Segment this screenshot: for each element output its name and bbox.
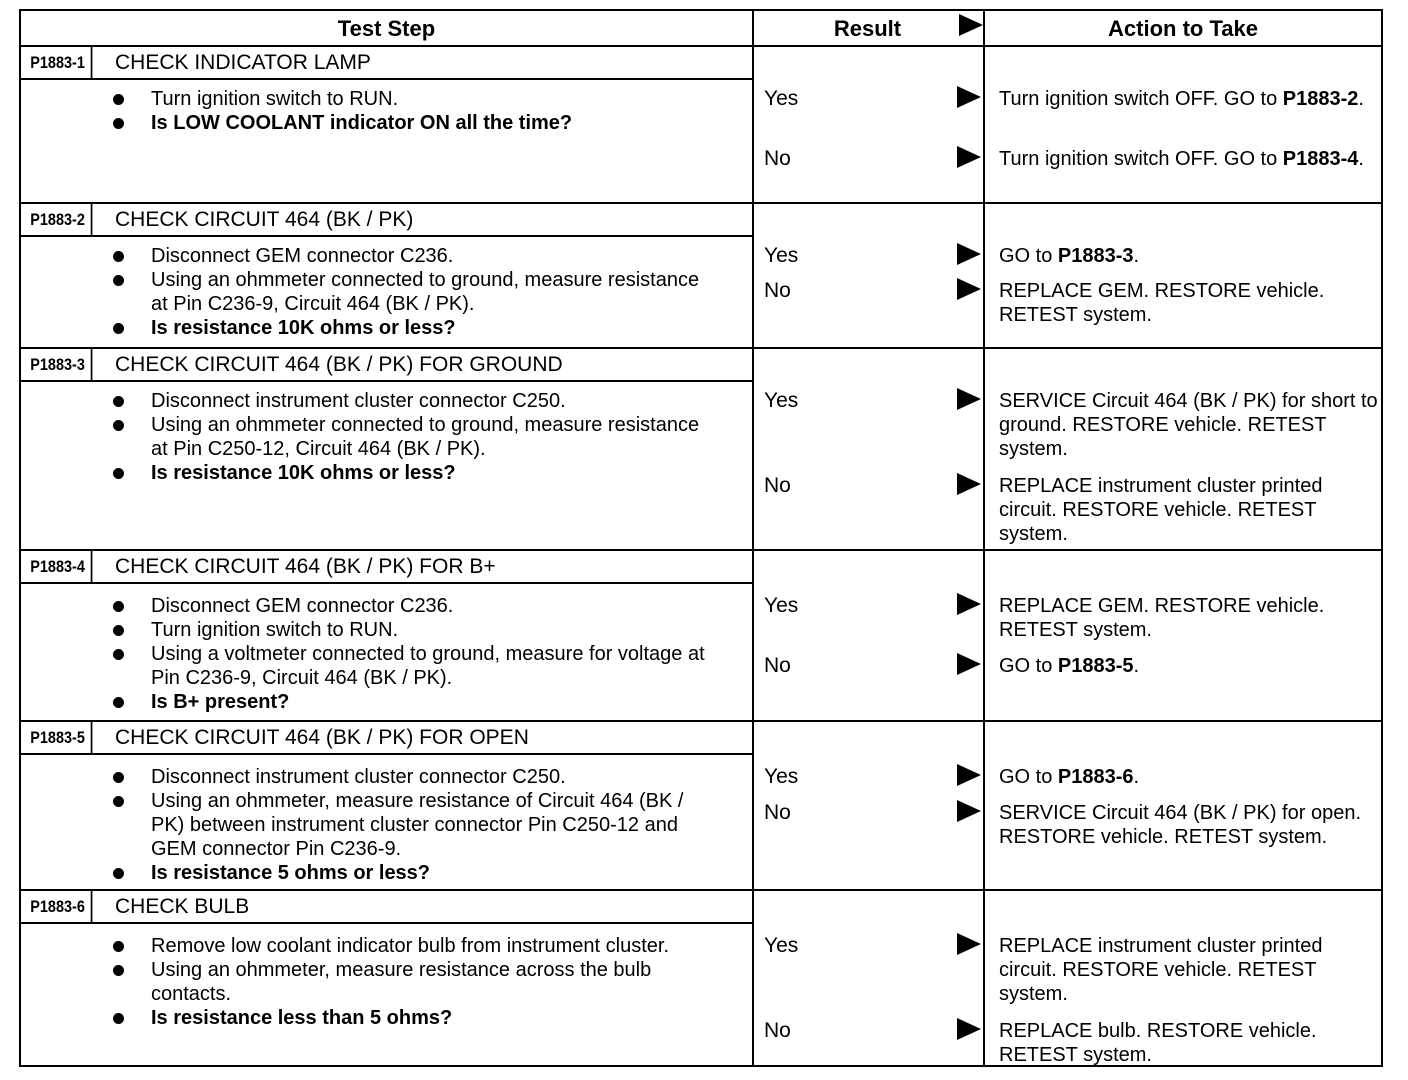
step-header — [21, 551, 752, 584]
bullet-icon — [113, 796, 124, 807]
result-arrow-icon — [957, 146, 981, 168]
action-text — [999, 244, 1379, 268]
step-title: CHECK CIRCUIT 464 (BK / PK) FOR OPEN — [115, 725, 529, 749]
instruction-item — [111, 244, 721, 268]
action-text — [999, 765, 1379, 789]
result-label: Yes — [764, 594, 799, 617]
bullet-icon — [113, 118, 124, 129]
action-tail: . — [1358, 148, 1364, 170]
step-instructions — [111, 244, 721, 340]
instruction-item — [111, 413, 721, 461]
result-arrow-icon — [957, 764, 981, 786]
step-id: P1883-6 — [21, 891, 92, 922]
step-title: CHECK CIRCUIT 464 (BK / PK) FOR GROUND — [115, 352, 563, 376]
header-result: Result — [833, 16, 902, 41]
bullet-icon — [113, 251, 124, 262]
action-instruction: REPLACE bulb. RESTORE vehicle. RETEST system. — [999, 1020, 1317, 1066]
instruction-item — [111, 690, 721, 714]
step-header — [21, 349, 752, 382]
action-instruction: REPLACE instrument cluster printed circuit. RESTORE vehicle. RETEST system. — [999, 475, 1323, 545]
result-arrow-icon — [957, 86, 981, 108]
bullet-icon — [113, 396, 124, 407]
instruction-text: Disconnect instrument cluster connector C250. — [151, 390, 566, 412]
result-arrow-icon — [957, 653, 981, 675]
bullet-icon — [113, 868, 124, 879]
result-arrow-icon — [957, 1018, 981, 1040]
action-step-ref[interactable]: P1883-2 — [1282, 88, 1359, 110]
step-id: P1883-2 — [21, 204, 92, 235]
step-title: CHECK BULB — [115, 894, 250, 918]
step-id: P1883-5 — [21, 722, 92, 753]
result-label: Yes — [764, 765, 799, 788]
test-step-section — [21, 47, 1381, 202]
action-tail: . — [1133, 245, 1140, 267]
test-step-section — [21, 549, 1381, 722]
test-step-section — [21, 720, 1381, 891]
bullet-icon — [113, 941, 124, 952]
instruction-item — [111, 618, 721, 642]
test-step-section — [21, 889, 1381, 1069]
instruction-text: Using an ohmmeter connected to ground, measure resistance at Pin C236-9, Circuit 464 (BK / PK). — [151, 269, 700, 315]
step-title: CHECK CIRCUIT 464 (BK / PK) — [115, 207, 414, 231]
result-arrow-icon — [957, 278, 981, 300]
result-label: No — [764, 474, 791, 497]
test-step-section — [21, 347, 1381, 551]
result-label: No — [764, 801, 791, 824]
action-step-ref[interactable]: P1883-6 — [1057, 766, 1134, 788]
instruction-item — [111, 789, 721, 861]
step-instructions — [111, 594, 721, 714]
step-instructions — [111, 765, 721, 885]
instruction-text: Turn ignition switch to RUN. — [151, 619, 399, 641]
action-text — [999, 1019, 1379, 1067]
instruction-item — [111, 642, 721, 690]
bullet-icon — [113, 94, 124, 105]
action-text — [999, 279, 1379, 327]
bullet-icon — [113, 649, 124, 660]
result-label: Yes — [764, 389, 799, 412]
instruction-text: Using an ohmmeter connected to ground, measure resistance at Pin C250-12, Circuit 464 (BK / PK). — [151, 414, 700, 460]
action-step-ref[interactable]: P1883-3 — [1057, 245, 1134, 267]
instruction-item — [111, 1006, 721, 1030]
action-instruction: REPLACE GEM. RESTORE vehicle. RETEST system. — [999, 280, 1325, 326]
diagnostic-table — [19, 9, 1383, 1067]
instruction-item — [111, 316, 721, 340]
instruction-item — [111, 389, 721, 413]
instruction-text: Turn ignition switch to RUN. — [151, 88, 399, 110]
instruction-text: Is resistance 5 ohms or less? — [151, 862, 431, 884]
step-instructions — [111, 87, 721, 135]
action-instruction: GO to — [999, 245, 1053, 267]
action-instruction: REPLACE GEM. RESTORE vehicle. RETEST system. — [999, 595, 1325, 641]
action-instruction: GO to — [999, 766, 1053, 788]
instruction-item — [111, 934, 721, 958]
action-text — [999, 801, 1379, 849]
test-step-section — [21, 202, 1381, 349]
action-text — [999, 654, 1379, 678]
result-arrow-icon — [957, 388, 981, 410]
bullet-icon — [113, 275, 124, 286]
action-text — [999, 147, 1379, 171]
action-instruction: REPLACE instrument cluster printed circuit. RESTORE vehicle. RETEST system. — [999, 935, 1323, 1005]
instruction-text: Is resistance 10K ohms or less? — [151, 462, 456, 484]
action-text — [999, 474, 1379, 546]
result-arrow-icon — [957, 243, 981, 265]
bullet-icon — [113, 1013, 124, 1024]
result-label: No — [764, 279, 791, 302]
action-text — [999, 87, 1379, 111]
result-label: No — [764, 1019, 791, 1042]
action-instruction: SERVICE Circuit 464 (BK / PK) for short to ground. RESTORE vehicle. RETEST system. — [999, 390, 1378, 460]
instruction-text: Using an ohmmeter, measure resistance of Circuit 464 (BK / PK) between instrument cluster connector Pin C250-12 and GEM connector Pin C236-9. — [151, 790, 684, 860]
bullet-icon — [113, 601, 124, 612]
bullet-icon — [113, 697, 124, 708]
header-action: Action to Take — [1108, 16, 1258, 41]
instruction-text: Is B+ present? — [151, 691, 290, 713]
bullet-icon — [113, 420, 124, 431]
action-step-ref[interactable]: P1883-4 — [1282, 148, 1359, 170]
instruction-text: Remove low coolant indicator bulb from instrument cluster. — [151, 935, 670, 957]
action-instruction: GO to — [999, 655, 1053, 677]
action-tail: . — [1133, 766, 1140, 788]
instruction-text: Is LOW COOLANT indicator ON all the time? — [151, 112, 573, 134]
step-title: CHECK CIRCUIT 464 (BK / PK) FOR B+ — [115, 554, 496, 578]
instruction-item — [111, 594, 721, 618]
result-label: Yes — [764, 934, 799, 957]
action-tail: . — [1358, 88, 1364, 110]
step-header — [21, 204, 752, 237]
step-title: CHECK INDICATOR LAMP — [115, 50, 371, 74]
step-header — [21, 722, 752, 755]
step-id: P1883-4 — [21, 551, 92, 582]
result-label: Yes — [764, 244, 799, 267]
instruction-item — [111, 765, 721, 789]
action-text — [999, 389, 1379, 461]
action-step-ref[interactable]: P1883-5 — [1057, 655, 1134, 677]
action-text — [999, 934, 1379, 1006]
instruction-text: Disconnect instrument cluster connector C250. — [151, 766, 566, 788]
bullet-icon — [113, 772, 124, 783]
instruction-item — [111, 87, 721, 111]
bullet-icon — [113, 965, 124, 976]
result-arrow-icon — [957, 593, 981, 615]
instruction-text: Is resistance less than 5 ohms? — [151, 1007, 453, 1029]
instruction-item — [111, 461, 721, 485]
action-instruction: SERVICE Circuit 464 (BK / PK) for open. RESTORE vehicle. RETEST system. — [999, 802, 1362, 848]
instruction-item — [111, 958, 721, 1006]
instruction-item — [111, 268, 721, 316]
step-id: P1883-1 — [21, 47, 92, 78]
bullet-icon — [113, 625, 124, 636]
bullet-icon — [113, 323, 124, 334]
header-arrow-icon — [959, 14, 983, 36]
result-arrow-icon — [957, 800, 981, 822]
result-label: No — [764, 147, 791, 170]
step-instructions — [111, 389, 721, 485]
bullet-icon — [113, 468, 124, 479]
step-instructions — [111, 934, 721, 1030]
instruction-text: Disconnect GEM connector C236. — [151, 245, 454, 267]
step-header — [21, 47, 752, 80]
instruction-text: Disconnect GEM connector C236. — [151, 595, 454, 617]
result-label: No — [764, 654, 791, 677]
instruction-text: Using an ohmmeter, measure resistance across the bulb contacts. — [151, 959, 652, 1005]
instruction-item — [111, 861, 721, 885]
step-id: P1883-3 — [21, 349, 92, 380]
header-test-step: Test Step — [337, 16, 436, 41]
result-arrow-icon — [957, 933, 981, 955]
result-arrow-icon — [957, 473, 981, 495]
step-header — [21, 891, 752, 924]
action-tail: . — [1133, 655, 1140, 677]
action-instruction: Turn ignition switch OFF. GO to — [999, 148, 1278, 170]
result-label: Yes — [764, 87, 799, 110]
instruction-item — [111, 111, 721, 135]
action-text — [999, 594, 1379, 642]
action-instruction: Turn ignition switch OFF. GO to — [999, 88, 1278, 110]
instruction-text: Using a voltmeter connected to ground, measure for voltage at Pin C236-9, Circuit 464 (BK / PK). — [151, 643, 705, 689]
instruction-text: Is resistance 10K ohms or less? — [151, 317, 456, 339]
